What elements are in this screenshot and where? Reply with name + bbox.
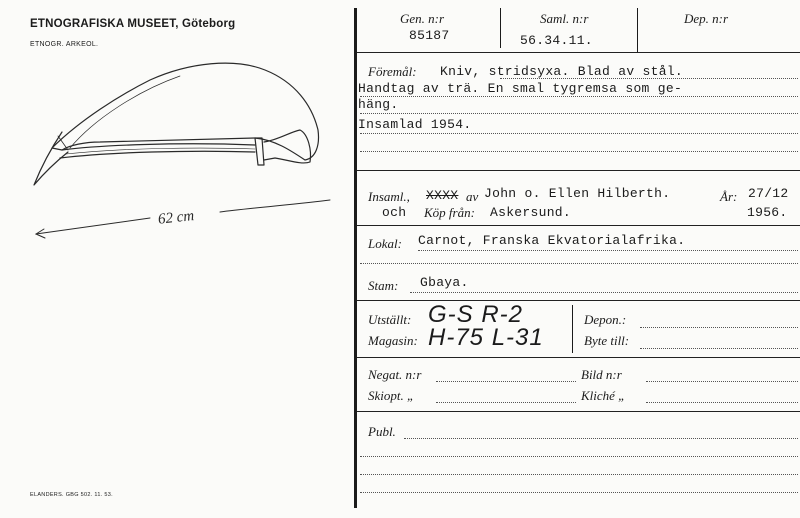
insaml-struck: XXXX bbox=[426, 188, 459, 203]
foremal-line-1: Kniv, stridsyxa. Blad av stål. bbox=[440, 64, 684, 79]
saml-nr-value: 56.34.11. bbox=[520, 33, 593, 48]
av-label: av bbox=[466, 189, 479, 204]
utstallt-value: G-S R-2 bbox=[428, 301, 524, 328]
card-left-border bbox=[354, 8, 357, 508]
negat-label: Negat. n:r bbox=[368, 367, 422, 382]
lokal-dotline-1 bbox=[418, 250, 798, 251]
museum-name: ETNOGRAFISKA MUSEET, Göteborg bbox=[30, 18, 236, 30]
foremal-dotline-5 bbox=[360, 151, 798, 152]
kliche-dotline bbox=[646, 402, 798, 403]
byte-label: Byte till: bbox=[584, 333, 630, 348]
printer-imprint: ELANDERS. GBG 502. 11. 53. bbox=[30, 492, 113, 498]
foremal-label: Föremål: bbox=[368, 64, 417, 79]
foremal-dotline-1 bbox=[500, 78, 798, 79]
header-rule bbox=[357, 52, 800, 53]
header-divider-2 bbox=[637, 8, 638, 52]
stam-rule bbox=[357, 300, 800, 301]
saml-nr-label: Saml. n:r bbox=[540, 11, 589, 26]
magasin-label: Magasin: bbox=[368, 333, 418, 348]
foremal-line-2: Handtag av trä. En smal tygremsa som ge- bbox=[358, 81, 683, 96]
lokal-dotline-2 bbox=[360, 263, 798, 264]
magasin-divider bbox=[572, 305, 573, 353]
lokal-value: Carnot, Franska Ekvatorialafrika. bbox=[418, 233, 686, 248]
negat-dotline bbox=[436, 381, 576, 382]
publ-dotline-1 bbox=[404, 438, 798, 439]
gen-nr-value: 85187 bbox=[409, 28, 450, 43]
ar-label: År: bbox=[720, 189, 738, 204]
publ-dotline-2 bbox=[360, 456, 798, 457]
publ-dotline-3 bbox=[360, 474, 798, 475]
byte-dotline bbox=[640, 348, 798, 349]
ar-value: 27/12 bbox=[748, 186, 789, 201]
foremal-line-3: häng. bbox=[358, 97, 399, 112]
publ-label: Publ. bbox=[368, 424, 396, 439]
kop-label: Köp från: bbox=[424, 205, 475, 220]
insaml-label: Insaml., bbox=[368, 189, 410, 204]
foremal-dotline-4 bbox=[360, 133, 798, 134]
foremal-dotline-3 bbox=[360, 113, 798, 114]
magasin-value: H-75 L-31 bbox=[428, 324, 544, 351]
dep-nr-label: Dep. n:r bbox=[684, 11, 729, 26]
header-divider-1 bbox=[500, 8, 501, 48]
foremal-dotline-2 bbox=[360, 96, 798, 97]
depon-label: Depon.: bbox=[584, 312, 627, 327]
foremal-rule bbox=[357, 170, 800, 171]
gen-nr-label: Gen. n:r bbox=[400, 11, 445, 26]
stam-value: Gbaya. bbox=[420, 275, 469, 290]
negat-rule bbox=[357, 411, 800, 412]
foremal-line-4: Insamlad 1954. bbox=[358, 117, 472, 132]
kop-value: Askersund. bbox=[490, 205, 572, 220]
bild-label: Bild n:r bbox=[581, 367, 622, 382]
magasin-rule bbox=[357, 357, 800, 358]
kliche-label: Kliché „ bbox=[581, 388, 626, 403]
department-labels: ETNOGR. ARKEOL. bbox=[30, 41, 99, 48]
stam-label: Stam: bbox=[368, 278, 399, 293]
publ-dotline-4 bbox=[360, 492, 798, 493]
insaml-rule bbox=[357, 225, 800, 226]
measurement-label: 62 cm bbox=[157, 208, 195, 228]
skiopt-dotline bbox=[436, 402, 576, 403]
lokal-label: Lokal: bbox=[368, 236, 402, 251]
bild-dotline bbox=[646, 381, 798, 382]
depon-dotline bbox=[640, 327, 798, 328]
och-text: och bbox=[382, 205, 407, 220]
utstallt-label: Utställt: bbox=[368, 312, 412, 327]
stam-dotline bbox=[410, 292, 798, 293]
year-value: 1956. bbox=[747, 205, 788, 220]
insaml-value: John o. Ellen Hilberth. bbox=[484, 186, 671, 201]
skiopt-label: Skiopt. „ bbox=[368, 388, 415, 403]
